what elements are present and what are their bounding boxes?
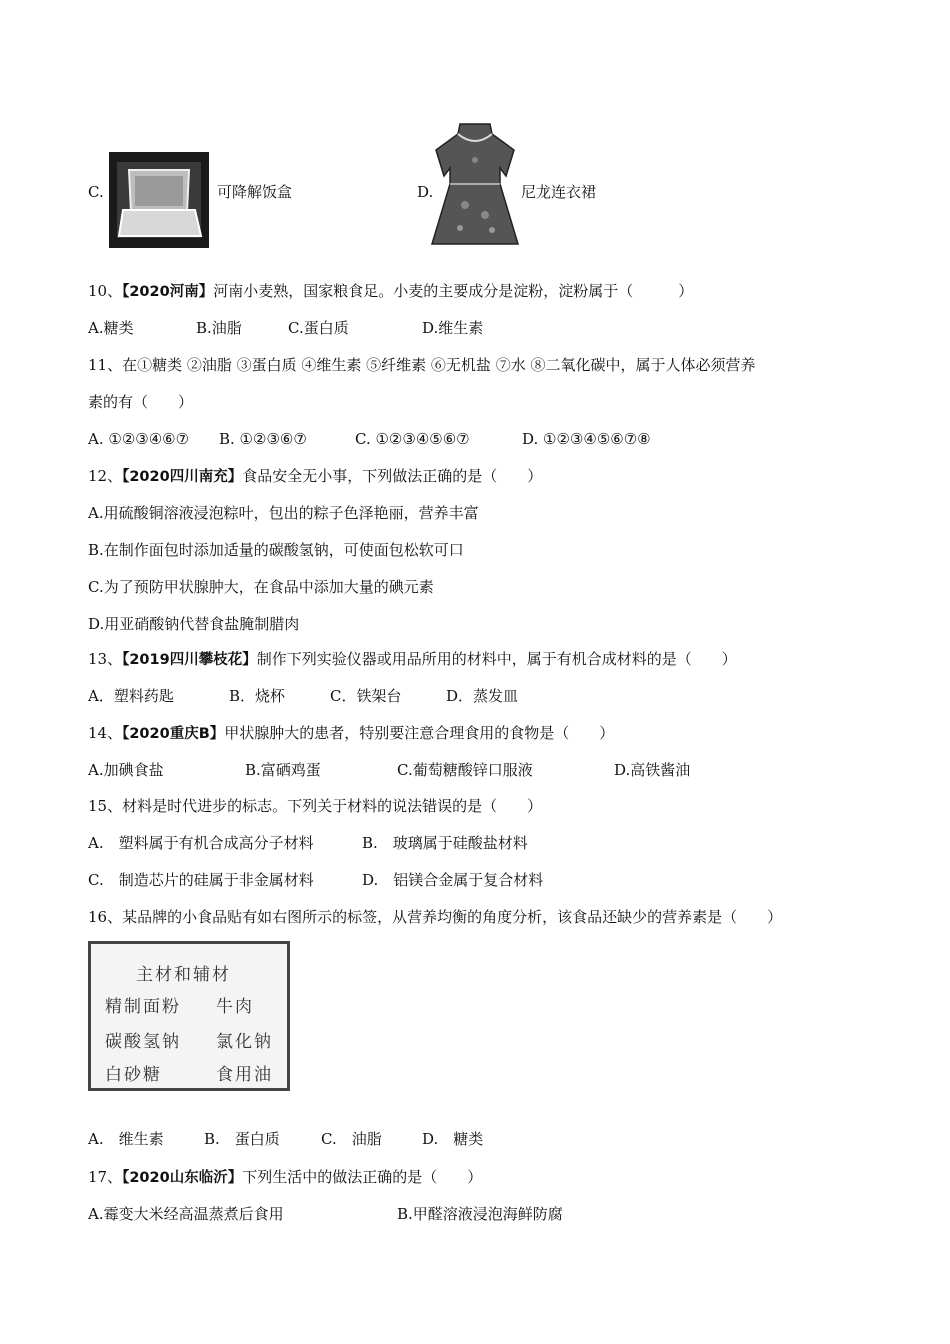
q16-option-c: C. 油脂 — [321, 1130, 382, 1148]
question-text: 在①糖类 ②油脂 ③蛋白质 ④维生素 ⑤纤维素 ⑥无机盐 ⑦水 ⑧二氧化碳中，属于人体必须营养 — [122, 356, 756, 374]
q11-option-a: A. ①②③④⑥⑦ — [88, 430, 190, 448]
q11-option-b: B. ①②③⑥⑦ — [219, 430, 307, 448]
q16-option-d: D. 糖类 — [422, 1130, 484, 1148]
question-number: 16、 — [88, 908, 123, 926]
lunch-box-icon — [109, 152, 209, 248]
question-source-tag: 【2020四川南充】 — [122, 469, 243, 485]
label-item: 食用油 — [216, 1065, 273, 1085]
dress-icon — [430, 120, 520, 252]
item-c-letter: C. — [88, 183, 104, 201]
question-13 — [88, 649, 737, 670]
q17-option-a: A.霉变大米经高温蒸煮后食用 — [88, 1205, 284, 1223]
q15-option-b: B. 玻璃属于硅酸盐材料 — [362, 834, 528, 852]
question-15 — [88, 796, 542, 816]
q13-option-c: C．铁架台 — [330, 687, 402, 705]
q10-option-d: D.维生素 — [422, 319, 484, 337]
question-number: 10、 — [88, 282, 123, 300]
q12-option-c: C.为了预防甲状腺肿大，在食品中添加大量的碘元素 — [88, 578, 434, 596]
question-text: 下列生活中的做法正确的是（ ） — [242, 1168, 483, 1186]
q12-option-d: D.用亚硝酸钠代替食盐腌制腊肉 — [88, 615, 300, 633]
question-text: 食品安全无小事，下列做法正确的是（ ） — [242, 467, 543, 485]
q13-option-a: A．塑料药匙 — [88, 687, 174, 705]
question-number: 11、 — [88, 356, 123, 374]
q14-option-c: C.葡萄糖酸锌口服液 — [397, 761, 533, 779]
question-source-tag: 【2020河南】 — [122, 284, 214, 300]
q10-option-a: A.糖类 — [88, 319, 134, 337]
question-number: 17、 — [88, 1168, 123, 1186]
q10-option-c: C.蛋白质 — [288, 319, 349, 337]
question-text: 甲状腺肿大的患者，特别要注意合理食用的食物是（ ） — [224, 724, 615, 742]
label-item: 白砂糖 — [105, 1065, 162, 1085]
q17-option-b: B.甲醛溶液浸泡海鲜防腐 — [397, 1205, 563, 1223]
q12-option-a: A.用硫酸铜溶液浸泡粽叶，包出的粽子色泽艳丽，营养丰富 — [88, 504, 479, 522]
question-11-continued: 素的有（ ） — [88, 393, 194, 411]
question-number: 12、 — [88, 467, 123, 485]
label-item: 碳酸氢钠 — [105, 1032, 181, 1052]
q13-option-d: D．蒸发皿 — [446, 687, 519, 705]
q15-option-d: D. 铝镁合金属于复合材料 — [362, 871, 544, 889]
q16-option-b: B. 蛋白质 — [204, 1130, 280, 1148]
item-d-letter: D. — [417, 183, 434, 201]
label-item: 氯化钠 — [216, 1032, 273, 1052]
q14-option-d: D.高铁酱油 — [614, 761, 691, 779]
q11-option-d: D. ①②③④⑤⑥⑦⑧ — [522, 430, 651, 448]
question-source-tag: 【2019四川攀枝花】 — [122, 652, 257, 668]
question-text: 某品牌的小食品贴有如右图所示的标签，从营养均衡的角度分析，该食品还缺少的营养素是（ ） — [122, 908, 783, 926]
question-11 — [88, 355, 755, 375]
label-item: 牛肉 — [216, 997, 254, 1017]
question-text: 河南小麦熟，国家粮食足。小麦的主要成分是淀粉，淀粉属于（ ） — [213, 282, 694, 300]
q15-option-c: C. 制造芯片的硅属于非金属材料 — [88, 871, 314, 889]
question-source-tag: 【2020重庆B】 — [122, 726, 225, 742]
question-14 — [88, 723, 614, 744]
question-number: 13、 — [88, 650, 123, 668]
question-16 — [88, 907, 782, 927]
item-d-label: 尼龙连衣裙 — [521, 183, 597, 201]
question-source-tag: 【2020山东临沂】 — [122, 1170, 243, 1186]
q15-option-a: A. 塑料属于有机合成高分子材料 — [88, 834, 314, 852]
question-number: 15、 — [88, 797, 123, 815]
q12-option-b: B.在制作面包时添加适量的碳酸氢钠，可使面包松软可口 — [88, 541, 464, 559]
q14-option-a: A.加碘食盐 — [88, 761, 164, 779]
q11-option-c: C. ①②③④⑤⑥⑦ — [355, 430, 470, 448]
q14-option-b: B.富硒鸡蛋 — [245, 761, 321, 779]
q10-option-b: B.油脂 — [196, 319, 242, 337]
food-ingredient-label — [88, 941, 290, 1091]
label-title: 主材和辅材 — [136, 965, 231, 985]
question-12 — [88, 466, 542, 487]
question-10 — [88, 281, 693, 302]
question-17 — [88, 1167, 482, 1188]
item-c-label: 可降解饭盒 — [217, 183, 293, 201]
question-number: 14、 — [88, 724, 123, 742]
q16-option-a: A. 维生素 — [88, 1130, 164, 1148]
label-item: 精制面粉 — [105, 997, 181, 1017]
q13-option-b: B．烧杯 — [229, 687, 286, 705]
question-text: 制作下列实验仪器或用品所用的材料中，属于有机合成材料的是（ ） — [256, 650, 737, 668]
question-text: 材料是时代进步的标志。下列关于材料的说法错误的是（ ） — [122, 797, 543, 815]
